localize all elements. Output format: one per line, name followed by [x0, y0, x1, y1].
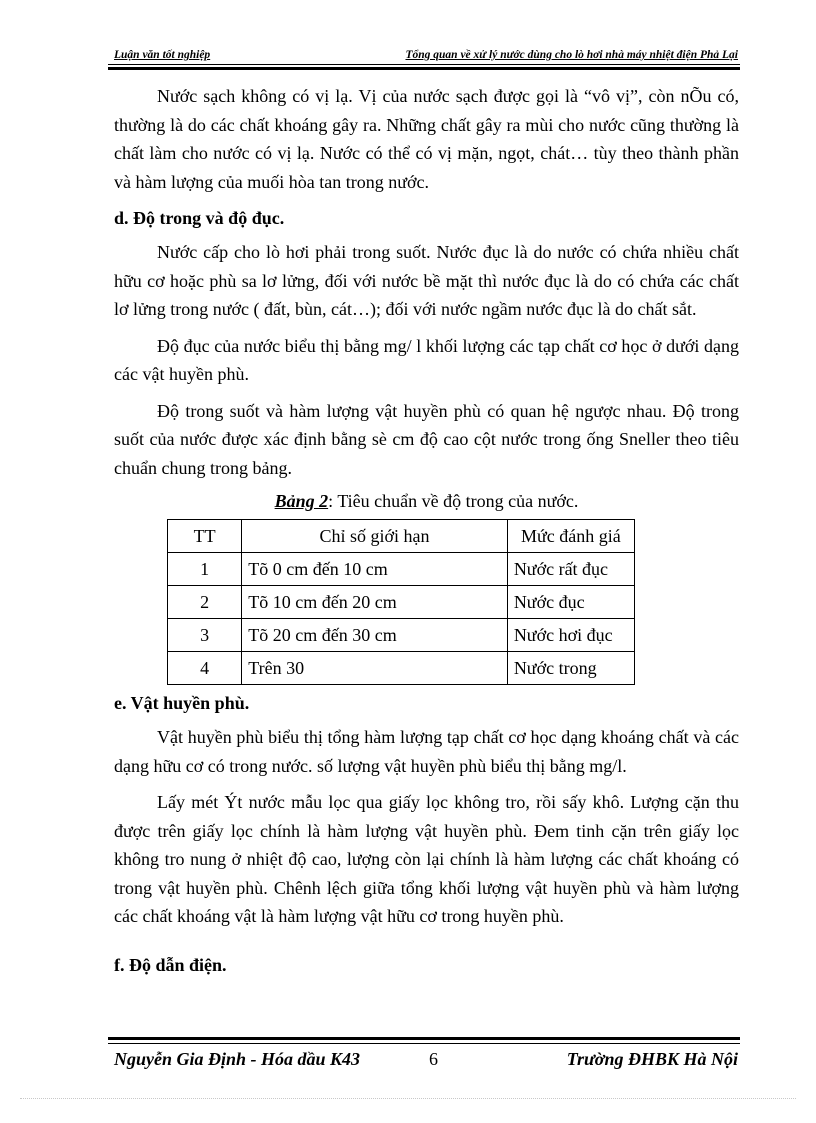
footer-author: Nguyễn Gia Định - Hóa dầu K43 [114, 1049, 361, 1069]
table-cell: 1 [168, 553, 242, 586]
table-cell: Tõ 10 cm đến 20 cm [242, 586, 508, 619]
paragraph-turbidity-unit: Độ đục của nước biểu thị bằng mg/ l khối lượng các tạp chất cơ học ở dưới dạng các vật huyền phù. [114, 335, 739, 384]
running-header-right: Tổng quan về xử lý nước dùng cho lò hơi nhà máy nhiệt điện Phả Lại [405, 49, 738, 61]
page-number: 6 [429, 1049, 438, 1069]
table-row [168, 553, 635, 586]
footer-school: Trường ĐHBK Hà Nội [566, 1049, 738, 1069]
table-cell: 4 [168, 652, 242, 685]
header-rule-thin [108, 64, 740, 65]
table-cell: Nước đục [507, 586, 634, 619]
table-caption-label: Bảng 2 [274, 491, 329, 511]
paragraph-turbidity-causes: Nước cấp cho lò hơi phải trong suốt. Nước đục là do nước có chứa nhiều chất hữu cơ hoặc phù sa lơ lửng, đối với nước bề mặt thì nước đục là do có chứa các chất lơ lửng trong nước ( đất, bùn, cát…); đối với nước ngầm nước đục là do chất sắt. [114, 242, 739, 319]
table-cell: 3 [168, 619, 242, 652]
table-cell: Nước hơi đục [507, 619, 634, 652]
table-cell: Tõ 20 cm đến 30 cm [242, 619, 508, 652]
section-heading-e: e. Vật huyền phù. [114, 693, 250, 713]
table-row [168, 586, 635, 619]
section-heading-d: d. Độ trong và độ đục. [114, 208, 285, 228]
transparency-table [167, 519, 635, 685]
page-edge-dotted-line [20, 1098, 796, 1099]
footer-rule-thick [108, 1037, 740, 1040]
page-body [114, 82, 739, 985]
table-row [168, 619, 635, 652]
table-cell: Tõ 0 cm đến 10 cm [242, 553, 508, 586]
table-header-cell: Mức đánh giá [507, 520, 634, 553]
paragraph-transparency: Độ trong suốt và hàm lượng vật huyền phù có quan hệ ngược nhau. Độ trong suốt của nước được xác định bằng sè cm độ cao cột nước trong ống Sneller theo tiêu chuẩn chung trong bảng. [114, 400, 739, 478]
paragraph-suspended-method: Lấy mét Ýt nước mẫu lọc qua giấy lọc không tro, rồi sấy khô. Lượng cặn thu được trên giấy lọc chính là hàm lượng vật huyền phù. Đem tinh cặn trên giấy lọc không tro nung ở nhiệt độ cao, lượng còn lại chính là hàm lượng các chất khoáng có trong vật huyền phù. Chênh lệch giữa tổng khối lượng vật huyền phù và hàm lượng các chất khoáng vật là hàm lượng vật hữu cơ trong huyền phù. [114, 792, 739, 926]
table-header-cell: Chỉ số giới hạn [242, 520, 508, 553]
table-cell: 2 [168, 586, 242, 619]
table-cell: Nước trong [507, 652, 634, 685]
section-heading-f: f. Độ dẫn điện. [114, 954, 227, 975]
header-rule-thick [108, 67, 740, 70]
table-caption [114, 488, 739, 514]
table-cell: Nước rất đục [507, 553, 634, 586]
paragraph-suspended-solids: Vật huyền phù biểu thị tổng hàm lượng tạp chất cơ học dạng khoáng chất và các dạng hữu cơ có trong nước. số lượng vật huyền phù biểu thị bằng mg/l. [114, 727, 739, 776]
footer-rule-thin [108, 1043, 740, 1044]
table-header-row [168, 520, 635, 553]
table-row [168, 652, 635, 685]
table-header-cell: TT [168, 520, 242, 553]
table-caption-text: : Tiêu chuẩn về độ trong của nước. [328, 491, 579, 511]
table-cell: Trên 30 [242, 652, 508, 685]
running-header-left: Luận văn tốt nghiệp [114, 49, 211, 61]
paragraph-taste: Nước sạch không có vị lạ. Vị của nước sạch được gọi là “vô vị”, còn nÕu có, thường là do các chất khoáng gây ra. Những chất gây ra mùi cho nước cũng thường là chất làm cho nước có vị lạ. Nước có thể có vị mặn, ngọt, chát… tùy theo thành phần và hàm lượng của muối hòa tan trong nước. [114, 86, 739, 192]
